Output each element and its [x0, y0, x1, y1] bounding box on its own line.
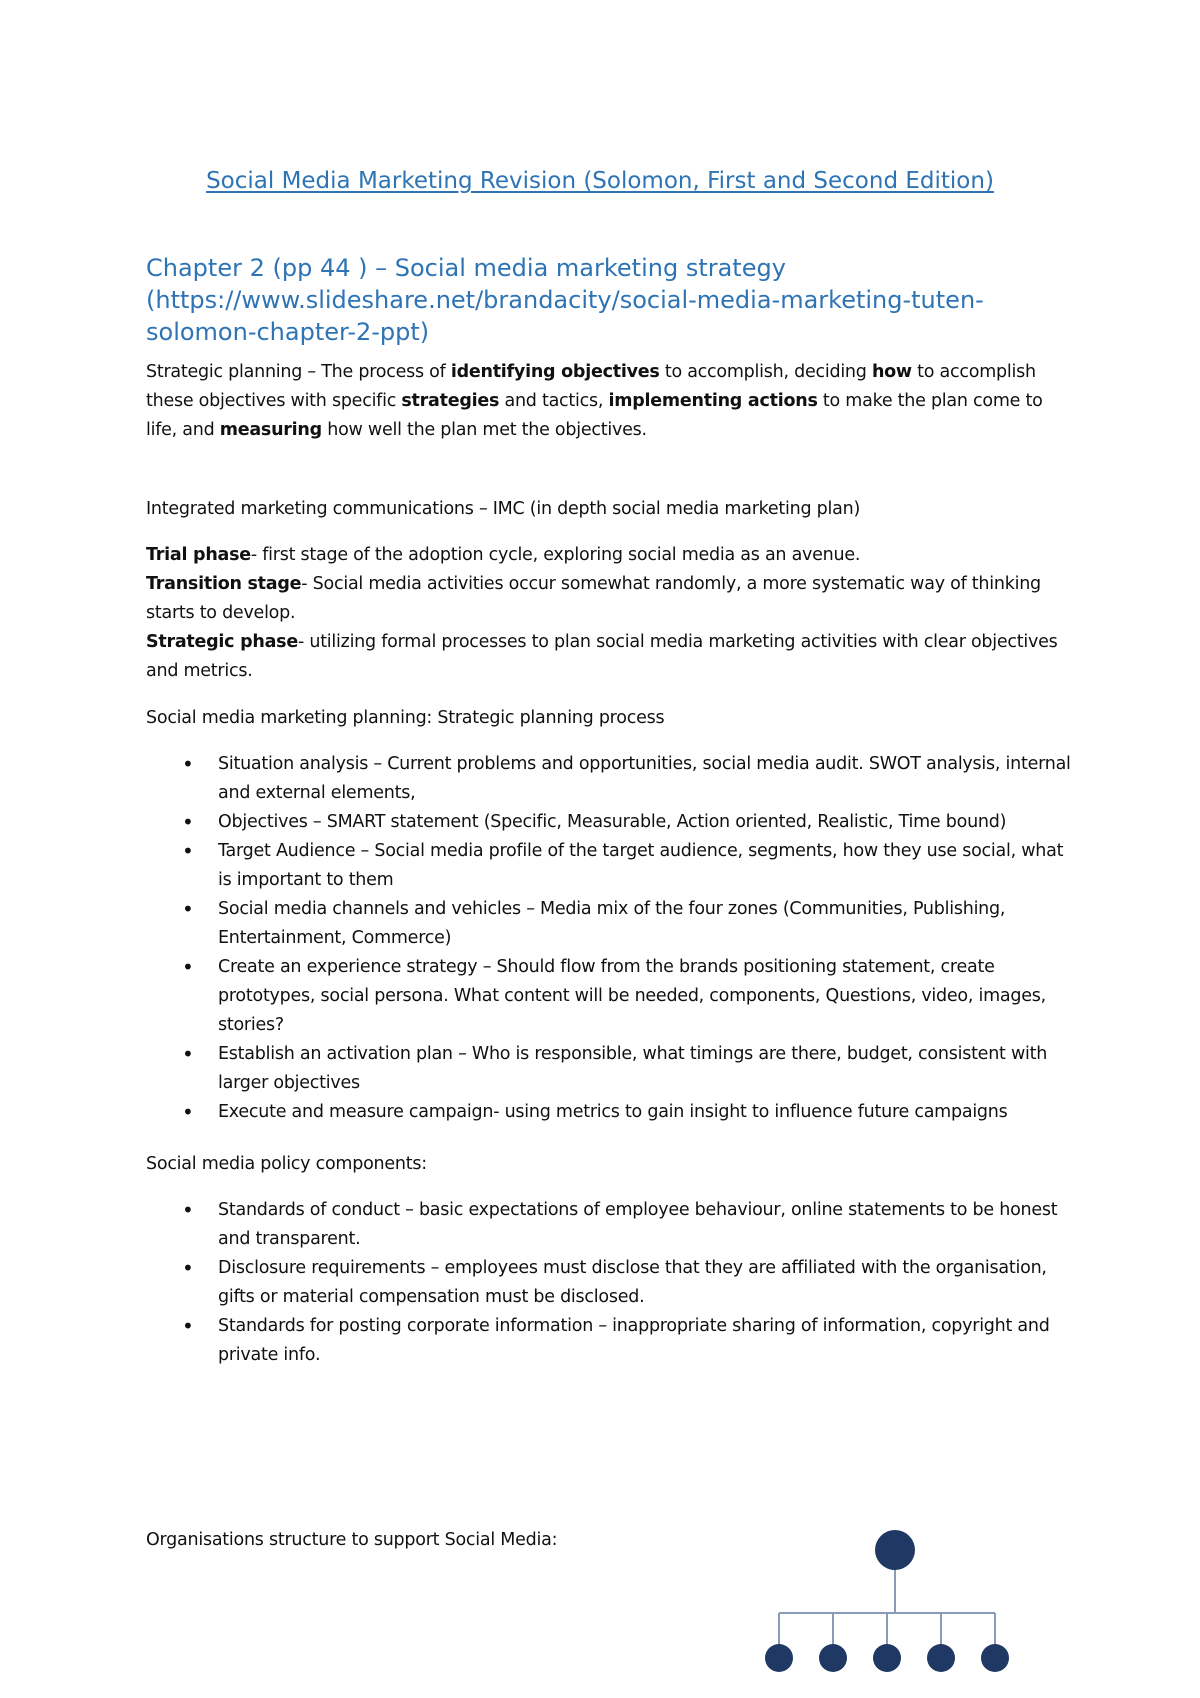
- list-item: • Execute and measure campaign- using metrics to gain insight to influence future campaigns: [146, 1098, 1076, 1127]
- phase-text: - Social media activities occur somewhat randomly, a more systematic way of thinking starts to develop.: [146, 574, 1041, 623]
- phase-strategic: [146, 628, 1076, 686]
- list-item: • Social media channels and vehicles – Media mix of the four zones (Communities, Publishing, Entertainment, Commerce): [146, 895, 1076, 953]
- org-child-node: [765, 1644, 793, 1672]
- document-title: Social Media Marketing Revision (Solomon, First and Second Edition): [206, 168, 994, 194]
- list-item: • Create an experience strategy – Should flow from the brands positioning statement, create prototypes, social persona. What content will be needed, components, Questions, video, images, stories?: [146, 953, 1076, 1040]
- list-item: • Situation analysis – Current problems and opportunities, social media audit. SWOT analysis, internal and external elements,: [146, 750, 1076, 808]
- phase-term: Trial phase: [146, 545, 251, 565]
- policy-heading: Social media policy components:: [146, 1154, 427, 1174]
- bold-run: identifying objectives: [450, 362, 660, 382]
- policy-list: [146, 1196, 1076, 1370]
- chapter-heading: [146, 252, 1076, 348]
- list-item: • Target Audience – Social media profile of the target audience, segments, how they use social, what is important to them: [146, 837, 1076, 895]
- bold-run: measuring: [219, 420, 322, 440]
- adoption-phases: [146, 541, 1076, 686]
- bold-run: strategies: [401, 391, 500, 411]
- org-child-node: [927, 1644, 955, 1672]
- bold-run: implementing actions: [608, 391, 818, 411]
- planning-process-heading: Social media marketing planning: Strategic planning process: [146, 708, 665, 728]
- org-child-node: [981, 1644, 1009, 1672]
- text-run: to accomplish, deciding: [659, 362, 872, 382]
- imc-paragraph: Integrated marketing communications – IMC (in depth social media marketing plan): [146, 499, 861, 519]
- phase-text: - utilizing formal processes to plan social media marketing activities with clear objectives and metrics.: [146, 632, 1058, 681]
- org-structure-label: Organisations structure to support Social Media:: [146, 1530, 558, 1550]
- text-run: Strategic planning – The process of: [146, 362, 451, 382]
- bold-run: how: [871, 362, 912, 382]
- phase-term: Strategic phase: [146, 632, 298, 652]
- list-item: • Standards for posting corporate information – inappropriate sharing of information, copyright and private info.: [146, 1312, 1076, 1370]
- list-item: • Objectives – SMART statement (Specific, Measurable, Action oriented, Realistic, Time bound): [146, 808, 1076, 837]
- text-run: and tactics,: [499, 391, 609, 411]
- chapter-title: Chapter 2 (pp 44 ) – Social media marketing strategy: [146, 254, 786, 282]
- list-item: • Standards of conduct – basic expectations of employee behaviour, online statements to be honest and transparent.: [146, 1196, 1076, 1254]
- strategic-planning-paragraph: [146, 358, 1076, 445]
- text-run: to accomplish these objectives with specific: [146, 362, 1036, 411]
- text-run: to make the plan come to life, and: [146, 391, 1043, 440]
- org-child-node: [873, 1644, 901, 1672]
- org-root-node: [875, 1530, 915, 1570]
- org-chart-icon: [740, 1510, 1050, 1684]
- org-chart-graphic: [740, 1510, 1050, 1680]
- phase-text: - first stage of the adoption cycle, exploring social media as an avenue.: [250, 545, 861, 565]
- phase-transition: [146, 570, 1076, 628]
- text-run: how well the plan met the objectives.: [321, 420, 647, 440]
- phase-trial: [146, 541, 1076, 570]
- org-child-node: [819, 1644, 847, 1672]
- chapter-url: (https://www.slideshare.net/brandacity/social-media-marketing-tuten-solomon-chapter-2-ppt): [146, 286, 984, 346]
- org-chart-nodes: [765, 1530, 1009, 1672]
- list-item: • Disclosure requirements – employees must disclose that they are affiliated with the organisation, gifts or material compensation must be disclosed.: [146, 1254, 1076, 1312]
- planning-process-list: [146, 750, 1076, 1127]
- list-item: • Establish an activation plan – Who is responsible, what timings are there, budget, consistent with larger objectives: [146, 1040, 1076, 1098]
- phase-term: Transition stage: [146, 574, 302, 594]
